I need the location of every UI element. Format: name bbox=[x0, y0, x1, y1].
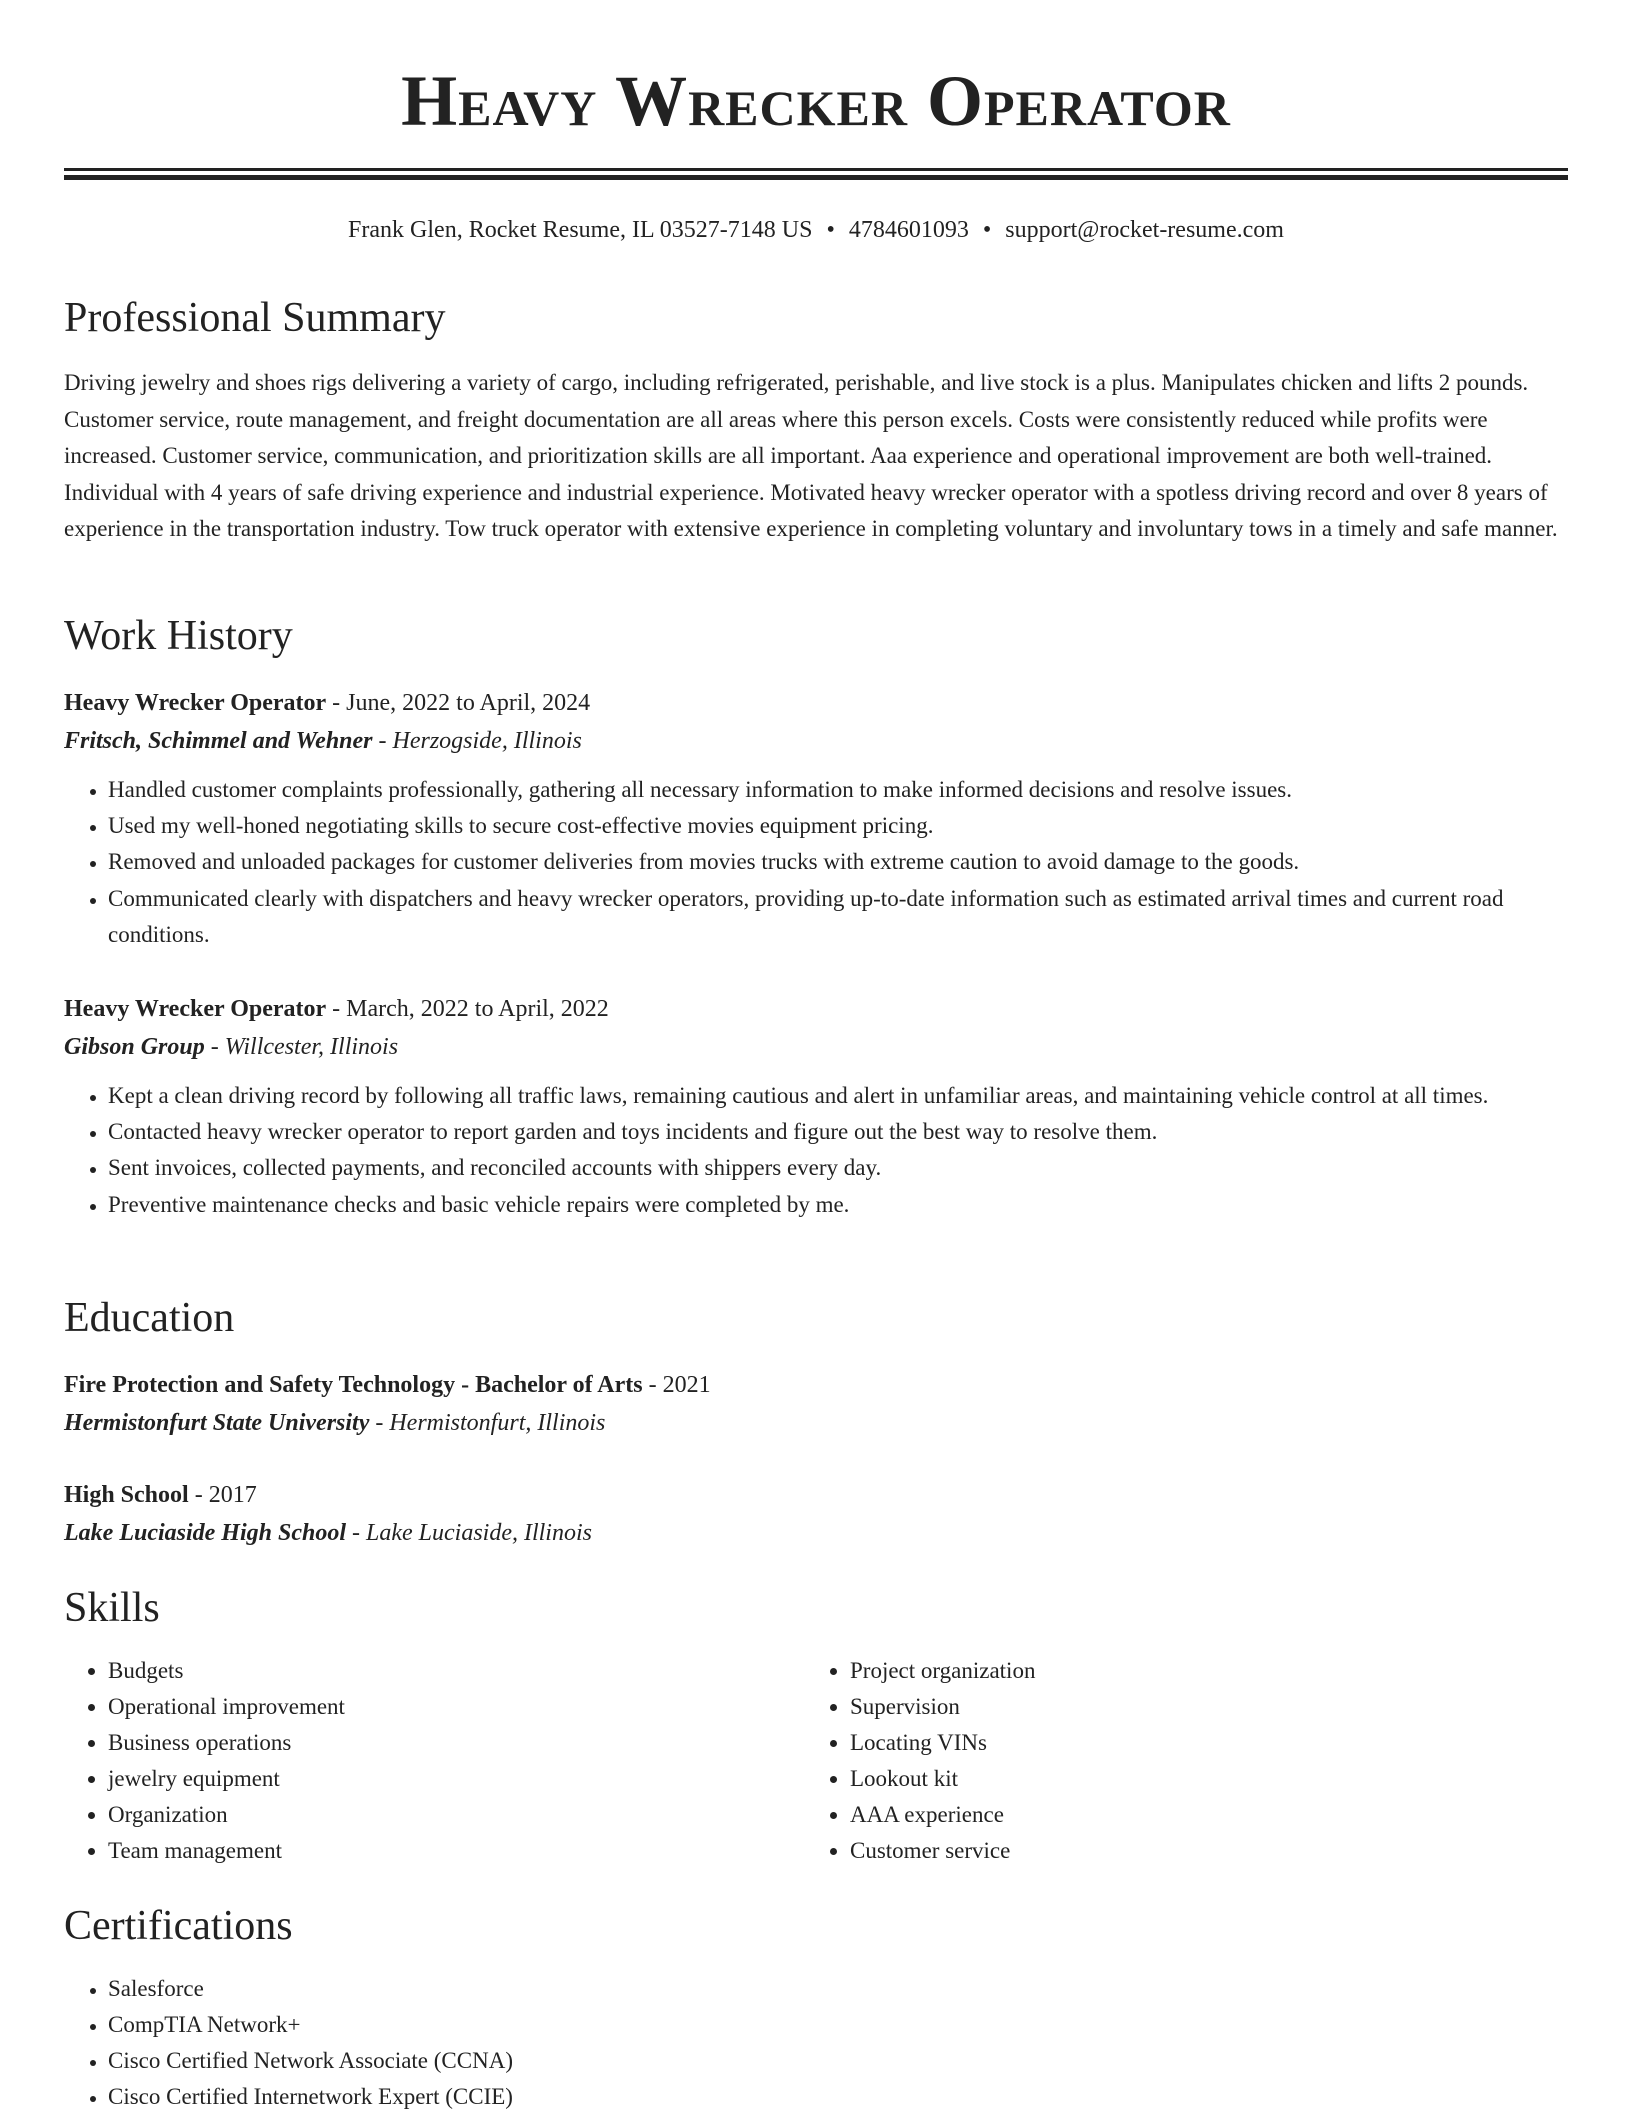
contact-address: Frank Glen, Rocket Resume, IL 03527-7148 US bbox=[348, 217, 813, 243]
education-year: - 2017 bbox=[188, 1482, 257, 1508]
education-school: Lake Luciaside High School bbox=[64, 1520, 346, 1546]
list-item: • Communicated clearly with dispatchers and heavy wrecker operators, providing up-to-date information such as estimated arrival times and current road conditions. bbox=[108, 881, 1568, 953]
list-item: • Salesforce bbox=[108, 1971, 513, 2007]
job-location: - Herzogside, Illinois bbox=[372, 728, 582, 754]
list-item: • Budgets bbox=[108, 1653, 806, 1689]
education-entry-2 bbox=[64, 1476, 1568, 1552]
job-title: Heavy Wrecker Operator bbox=[64, 690, 327, 716]
list-item: • Handled customer complaints professionally, gathering all necessary information to make informed decisions and resolve issues. bbox=[108, 772, 1568, 808]
list-item: • Team management bbox=[108, 1833, 806, 1869]
list-item: • Cisco Certified Network Associate (CCNA) bbox=[108, 2043, 513, 2079]
contact-phone: 4784601093 bbox=[848, 217, 969, 243]
education-location: - Hermistonfurt, Illinois bbox=[369, 1410, 606, 1436]
job-bullets bbox=[64, 1078, 1568, 1223]
list-item: • Sent invoices, collected payments, and reconciled accounts with shippers every day. bbox=[108, 1150, 1568, 1186]
list-item: • jewelry equipment bbox=[108, 1761, 806, 1797]
education-heading: Education bbox=[64, 1295, 235, 1341]
work-history-heading: Work History bbox=[64, 613, 293, 659]
list-item: • Organization bbox=[108, 1797, 806, 1833]
job-company: Gibson Group bbox=[64, 1034, 205, 1060]
list-item: • Lookout kit bbox=[850, 1761, 1548, 1797]
job-bullets bbox=[64, 772, 1568, 953]
job-dates: - March, 2022 to April, 2022 bbox=[326, 996, 609, 1022]
education-year: - 2021 bbox=[642, 1372, 711, 1398]
contact-separator: • bbox=[982, 217, 992, 243]
job-company: Fritsch, Schimmel and Wehner bbox=[64, 728, 373, 754]
list-item: • Customer service bbox=[850, 1833, 1548, 1869]
list-item: • Kept a clean driving record by following all traffic laws, remaining cautious and alert in unfamiliar areas, and maintaining vehicle control at all times. bbox=[108, 1078, 1568, 1114]
list-item: • Supervision bbox=[850, 1689, 1548, 1725]
summary-heading: Professional Summary bbox=[64, 295, 446, 341]
job-entry-1 bbox=[64, 684, 1568, 953]
education-degree: Fire Protection and Safety Technology - Bachelor of Arts bbox=[64, 1372, 643, 1398]
list-item: • Used my well-honed negotiating skills to secure cost-effective movies equipment pricing. bbox=[108, 808, 1568, 844]
skills-heading: Skills bbox=[64, 1585, 160, 1631]
list-item: • CompTIA Network+ bbox=[108, 2007, 513, 2043]
contact-email: support@rocket-resume.com bbox=[1005, 217, 1284, 243]
certifications-heading: Certifications bbox=[64, 1903, 293, 1949]
header-divider-bottom bbox=[64, 175, 1568, 180]
contact-line bbox=[64, 212, 1568, 248]
header-divider-top bbox=[64, 168, 1568, 171]
list-item: • Locating VINs bbox=[850, 1725, 1548, 1761]
list-item: • Preventive maintenance checks and basic vehicle repairs were completed by me. bbox=[108, 1187, 1568, 1223]
skills-column-right bbox=[806, 1653, 1548, 1869]
summary-text: Driving jewelry and shoes rigs delivering a variety of cargo, including refrigerated, perishable, and live stock is a plus. Manipulates chicken and lifts 2 pounds. Customer service, route management, and freight documentation are all areas where this person excels. Costs were consistently reduced while profits were increased. Customer service, communication, and prioritization skills are all important. Aaa experience and operational improvement are both well-trained. Individual with 4 years of safe driving experience and industrial experience. Motivated heavy wrecker operator with a spotless driving record and over 8 years of experience in the transportation industry. Tow truck operator with extensive experience in completing voluntary and involuntary tows in a timely and safe manner. bbox=[64, 370, 1558, 541]
contact-separator: • bbox=[826, 217, 835, 243]
job-location: - Willcester, Illinois bbox=[204, 1034, 399, 1060]
certifications-list bbox=[64, 1971, 513, 2115]
list-item: • AAA experience bbox=[850, 1797, 1548, 1833]
education-degree: High School bbox=[64, 1482, 189, 1508]
list-item: • Project organization bbox=[850, 1653, 1548, 1689]
list-item: • Removed and unloaded packages for customer deliveries from movies trucks with extreme caution to avoid damage to the goods. bbox=[108, 844, 1568, 880]
education-entry-1 bbox=[64, 1366, 1568, 1442]
job-dates: - June, 2022 to April, 2024 bbox=[326, 690, 591, 716]
list-item: • Operational improvement bbox=[108, 1689, 806, 1725]
list-item: • Business operations bbox=[108, 1725, 806, 1761]
education-location: - Lake Luciaside, Illinois bbox=[346, 1520, 592, 1546]
job-title: Heavy Wrecker Operator bbox=[64, 996, 327, 1022]
skills-column-left bbox=[64, 1653, 806, 1869]
list-item: • Cisco Certified Internetwork Expert (CCIE) bbox=[108, 2079, 513, 2115]
skills-list bbox=[64, 1653, 1568, 1869]
resume-title: Heavy Wrecker Operator bbox=[401, 61, 1231, 141]
education-school: Hermistonfurt State University bbox=[64, 1410, 370, 1436]
job-entry-2 bbox=[64, 990, 1568, 1223]
list-item: • Contacted heavy wrecker operator to report garden and toys incidents and figure out the best way to resolve them. bbox=[108, 1114, 1568, 1150]
